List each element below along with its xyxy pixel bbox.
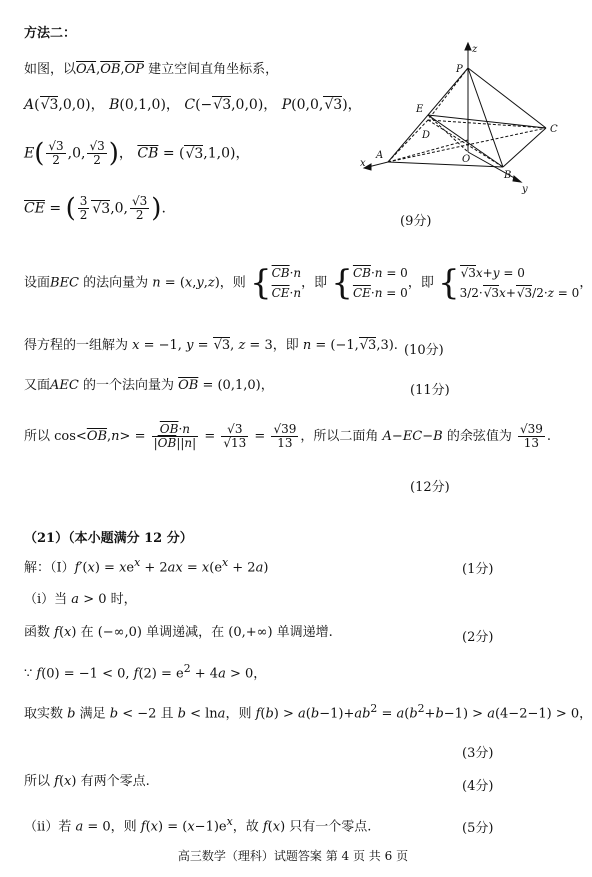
vector-ce-line: $\overline{CE}$ = ( $\frac{3}{2}$ √3,0, $\frac{√3}{2}$ ). bbox=[24, 193, 166, 224]
two-zeros-line: 所以 f(x) 有两个零点. bbox=[24, 774, 150, 789]
score-11: (11分) bbox=[410, 383, 450, 398]
label-e: E bbox=[416, 104, 424, 115]
label-z: z bbox=[472, 44, 478, 55]
question-21-title: （21）（本小题满分 12 分） bbox=[24, 531, 193, 546]
normal-aec-line: 又面AEC 的一个法向量为 $\overline{OB} = (0,1,0)$， bbox=[24, 378, 274, 393]
label-b: B bbox=[504, 170, 512, 181]
page-footer: 高三数学（理科）试题答案 第 4 页 共 6 页 bbox=[177, 849, 409, 863]
monotonic-line: 函数 f(x) 在 (−∞,0) 单调递减，在 (0,+∞) 单调递增. bbox=[24, 625, 333, 640]
label-c: C bbox=[550, 124, 558, 135]
score-1: (1分) bbox=[462, 562, 494, 577]
cosine-line: 所以 $\cos<\overline{OB},n>$ = $\frac{\overline{OB}\cdot n}{|\overline{OB}||n|}$ = $\frac{√3}{√13}$ = $\frac{√39}{13}$ ，所以二面角 A−EC−B 的余弦值为 $\frac{√39}{13}$ . bbox=[24, 422, 552, 450]
normal-bec-line: 设面BEC 的法向量为 n = (x,y,z)，则 {$\overline{CB}\cdot n$ $\overline{CE}\cdot n$，即 {$\overline{CB}\cdot n = 0$ $\overline{CE}\cdot n = 0$，即 {√3x+y = 0 3/2·√3x+√3/2·z = 0， bbox=[24, 263, 592, 303]
label-y: y bbox=[522, 184, 528, 195]
label-p: P bbox=[456, 64, 463, 75]
derivative-line: 解：（Ⅰ）f′(x) = $xe^x + 2ax = x(e^x + 2a)$ bbox=[24, 556, 269, 576]
point-e-line: E( $\frac{√3}{2}$ ,0, $\frac{√3}{2}$ )， $\overline{CB} = (√3,1,0)$， bbox=[24, 138, 250, 169]
coordinate-system-line: 如图，以$\overline{OA},\overline{OB},\overline{OP}$ 建立空间直角坐标系， bbox=[24, 62, 279, 77]
method-title: 方法二： bbox=[24, 26, 77, 41]
score-3: (3分) bbox=[462, 746, 494, 761]
score-10: (10分) bbox=[404, 343, 444, 358]
solution-line: 得方程的一组解为 x = −1, y = √3, z = 3，即 n = (−1,√3,3). bbox=[24, 338, 398, 353]
values-line: ∵ f(0) = −1 < 0, $f(2) = e^2 + 4a > 0$， bbox=[24, 662, 267, 682]
case-i-line: （i）当 a > 0 时， bbox=[24, 592, 137, 607]
score-5: (5分) bbox=[462, 821, 494, 836]
points-line: A(√3,0,0)， B(0,1,0)， C(−√3,0,0)， P(0,0,√3)， bbox=[24, 97, 362, 113]
label-a: A bbox=[376, 150, 384, 161]
pyramid-figure bbox=[358, 40, 573, 200]
label-o: O bbox=[462, 154, 471, 165]
score-12: (12分) bbox=[410, 480, 450, 495]
case-ii-line: （ii）若 a = 0，则 $f(x) = (x-1)e^x$，故 f(x) 只有一个零点. bbox=[24, 815, 372, 835]
score-9: (9分) bbox=[400, 214, 432, 229]
score-2: (2分) bbox=[462, 630, 494, 645]
label-x: x bbox=[360, 158, 366, 169]
choose-b-line: 取实数 b 满足 b < −2 且 b < lna，则 $f(b) > a(b-1)+ab^2 = a(b^2+b-1) > a(4-2-1) > 0$， bbox=[24, 702, 592, 722]
score-4: (4分) bbox=[462, 779, 494, 794]
label-d: D bbox=[422, 130, 431, 141]
